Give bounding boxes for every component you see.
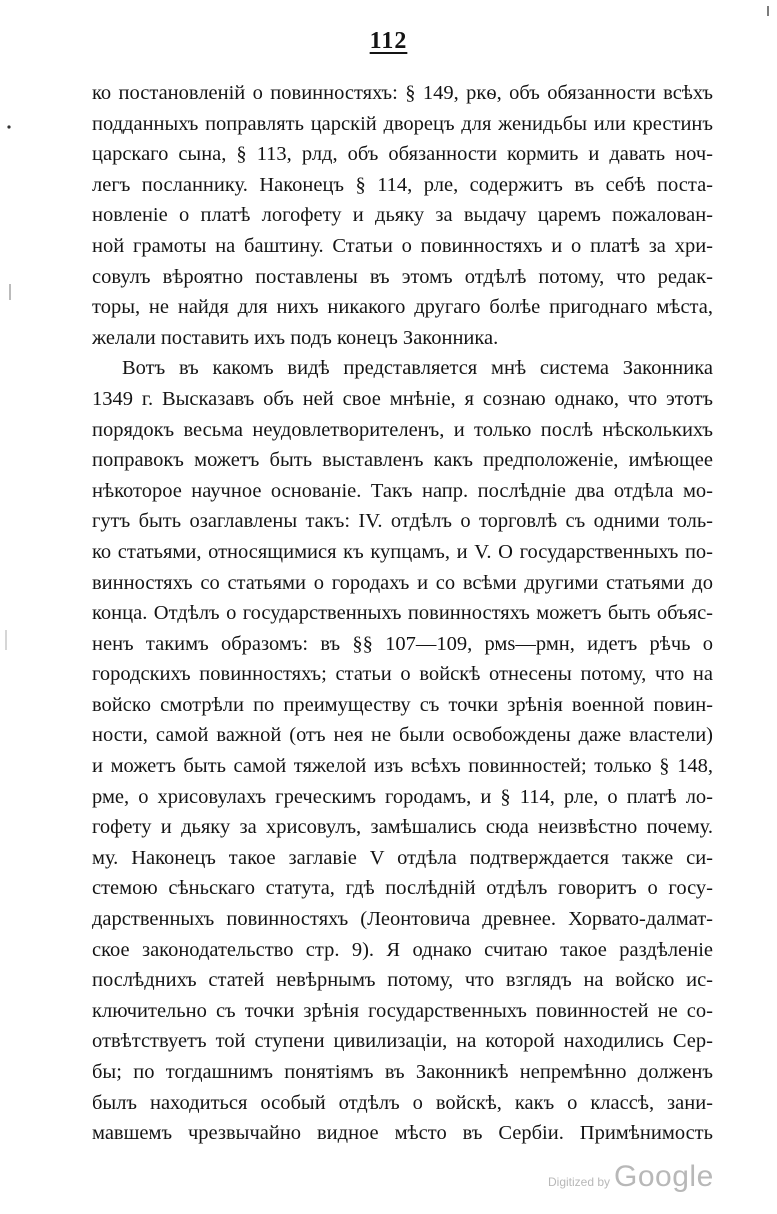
text-line: Вотъ въ какомъ видѣ представляется мнѣ система Законника bbox=[122, 357, 713, 380]
text-line: гутъ быть озаглавлены такъ: IV. отдѣлъ о торговлѣ съ одними толь- bbox=[92, 510, 713, 533]
body-text bbox=[92, 78, 713, 1149]
text-line: ненъ такимъ образомъ: въ §§ 107—109, рмѕ—рмн, идетъ рѣчь о bbox=[92, 632, 713, 655]
text-line: дарственныхъ повинностяхъ (Леонтовича древнее. Хорвато-далмат- bbox=[92, 908, 713, 931]
page-number: 112 bbox=[369, 28, 408, 54]
text-line: и можетъ быть самой тяжелой изъ всѣхъ повинностей; только § 148, bbox=[92, 755, 713, 778]
text-line: желали поставить ихъ подъ конецъ Законника. bbox=[92, 326, 499, 349]
text-line: ское законодательство стр. 9). Я однако считаю такое раздѣленіе bbox=[92, 938, 713, 961]
text-line: отвѣтствуетъ той ступени цивилизаціи, на которой находились Сер- bbox=[92, 1030, 713, 1053]
text-line: му. Наконецъ такое заглавіе V отдѣла подтверждается также си- bbox=[92, 846, 713, 869]
text-line: торы, не найдя для нихъ никакого другаго болѣе пригоднаго мѣста, bbox=[92, 296, 713, 319]
text-line: ко постановленій о повинностяхъ: § 149, ркѳ, объ обязанности всѣхъ bbox=[92, 82, 713, 104]
text-line: ности, самой важной (отъ нея не были освобождены даже властели) bbox=[92, 724, 713, 747]
watermark-brand: Google bbox=[614, 1160, 714, 1193]
text-line: легъ посланнику. Наконецъ § 114, рле, содержитъ въ себѣ поста- bbox=[92, 173, 713, 196]
text-line: городскихъ повинностяхъ; статьи о войскѣ отнесены потому, что на bbox=[92, 663, 713, 686]
text-line: стемою сѣньскаго статута, гдѣ послѣдній отдѣлъ говоритъ о госу- bbox=[92, 877, 713, 900]
text-line: поправокъ можетъ быть выставленъ какъ предположеніе, имѣющее bbox=[92, 449, 713, 472]
text-line: винностяхъ со статьями о городахъ и со всѣми другими статьями до bbox=[92, 571, 713, 594]
text-line: подданныхъ поправлять царскій дворецъ для женидьбы или крестинъ bbox=[92, 112, 713, 135]
text-line: нѣкоторое научное основаніе. Такъ напр. послѣдніе два отдѣла мо- bbox=[92, 479, 713, 502]
text-line: войско смотрѣли по преимуществу съ точки зрѣнія военной повин- bbox=[92, 693, 713, 716]
text-line: конца. Отдѣлъ о государственныхъ повинностяхъ можетъ быть объяс- bbox=[92, 602, 713, 625]
text-line: порядокъ весьма неудовлетворителенъ, и только послѣ нѣсколькихъ bbox=[92, 418, 713, 441]
text-line: ко статьями, относящимися къ купцамъ, и V. О государственныхъ по- bbox=[92, 540, 713, 563]
text-line: рме, о хрисовулахъ греческимъ городамъ, и § 114, рле, о платѣ ло- bbox=[92, 785, 713, 808]
text-line: былъ находиться особый отдѣлъ о войскѣ, какъ о классѣ, зани- bbox=[92, 1091, 713, 1114]
text-line: 1349 г. Высказавъ объ ней свое мнѣніе, я сознаю однако, что этотъ bbox=[92, 387, 713, 410]
text-line: ной грамоты на баштину. Статьи о повинностяхъ и о платѣ за хри- bbox=[92, 234, 713, 257]
scan-watermark bbox=[548, 1160, 714, 1194]
text-line: совулъ вѣроятно поставлены въ этомъ отдѣлѣ потому, что редак- bbox=[92, 265, 713, 288]
text-line: гофету и дьяку за хрисовулъ, замѣшались сюда неизвѣстно почему. bbox=[92, 816, 713, 839]
text-line: новленіе о платѣ логофету и дьяку за выдачу царемъ пожалован- bbox=[92, 204, 713, 227]
text-line: мавшемъ чрезвычайно видное мѣсто въ Сербіи. Примѣнимость bbox=[92, 1122, 713, 1145]
text-line: бы; по тогдашнимъ понятіямъ въ Законникѣ непремѣнно долженъ bbox=[92, 1061, 713, 1083]
watermark-prefix: Digitized by bbox=[548, 1175, 611, 1189]
text-line: послѣднихъ статей невѣрнымъ потому, что взглядъ на войско ис- bbox=[92, 969, 713, 992]
text-line: царскаго сына, § 113, рлд, объ обязанности кормить и давать ноч- bbox=[92, 143, 713, 166]
text-line: ключительно съ точки зрѣнія государственныхъ повинностей не со- bbox=[92, 999, 713, 1022]
scan-speck bbox=[7, 125, 10, 128]
